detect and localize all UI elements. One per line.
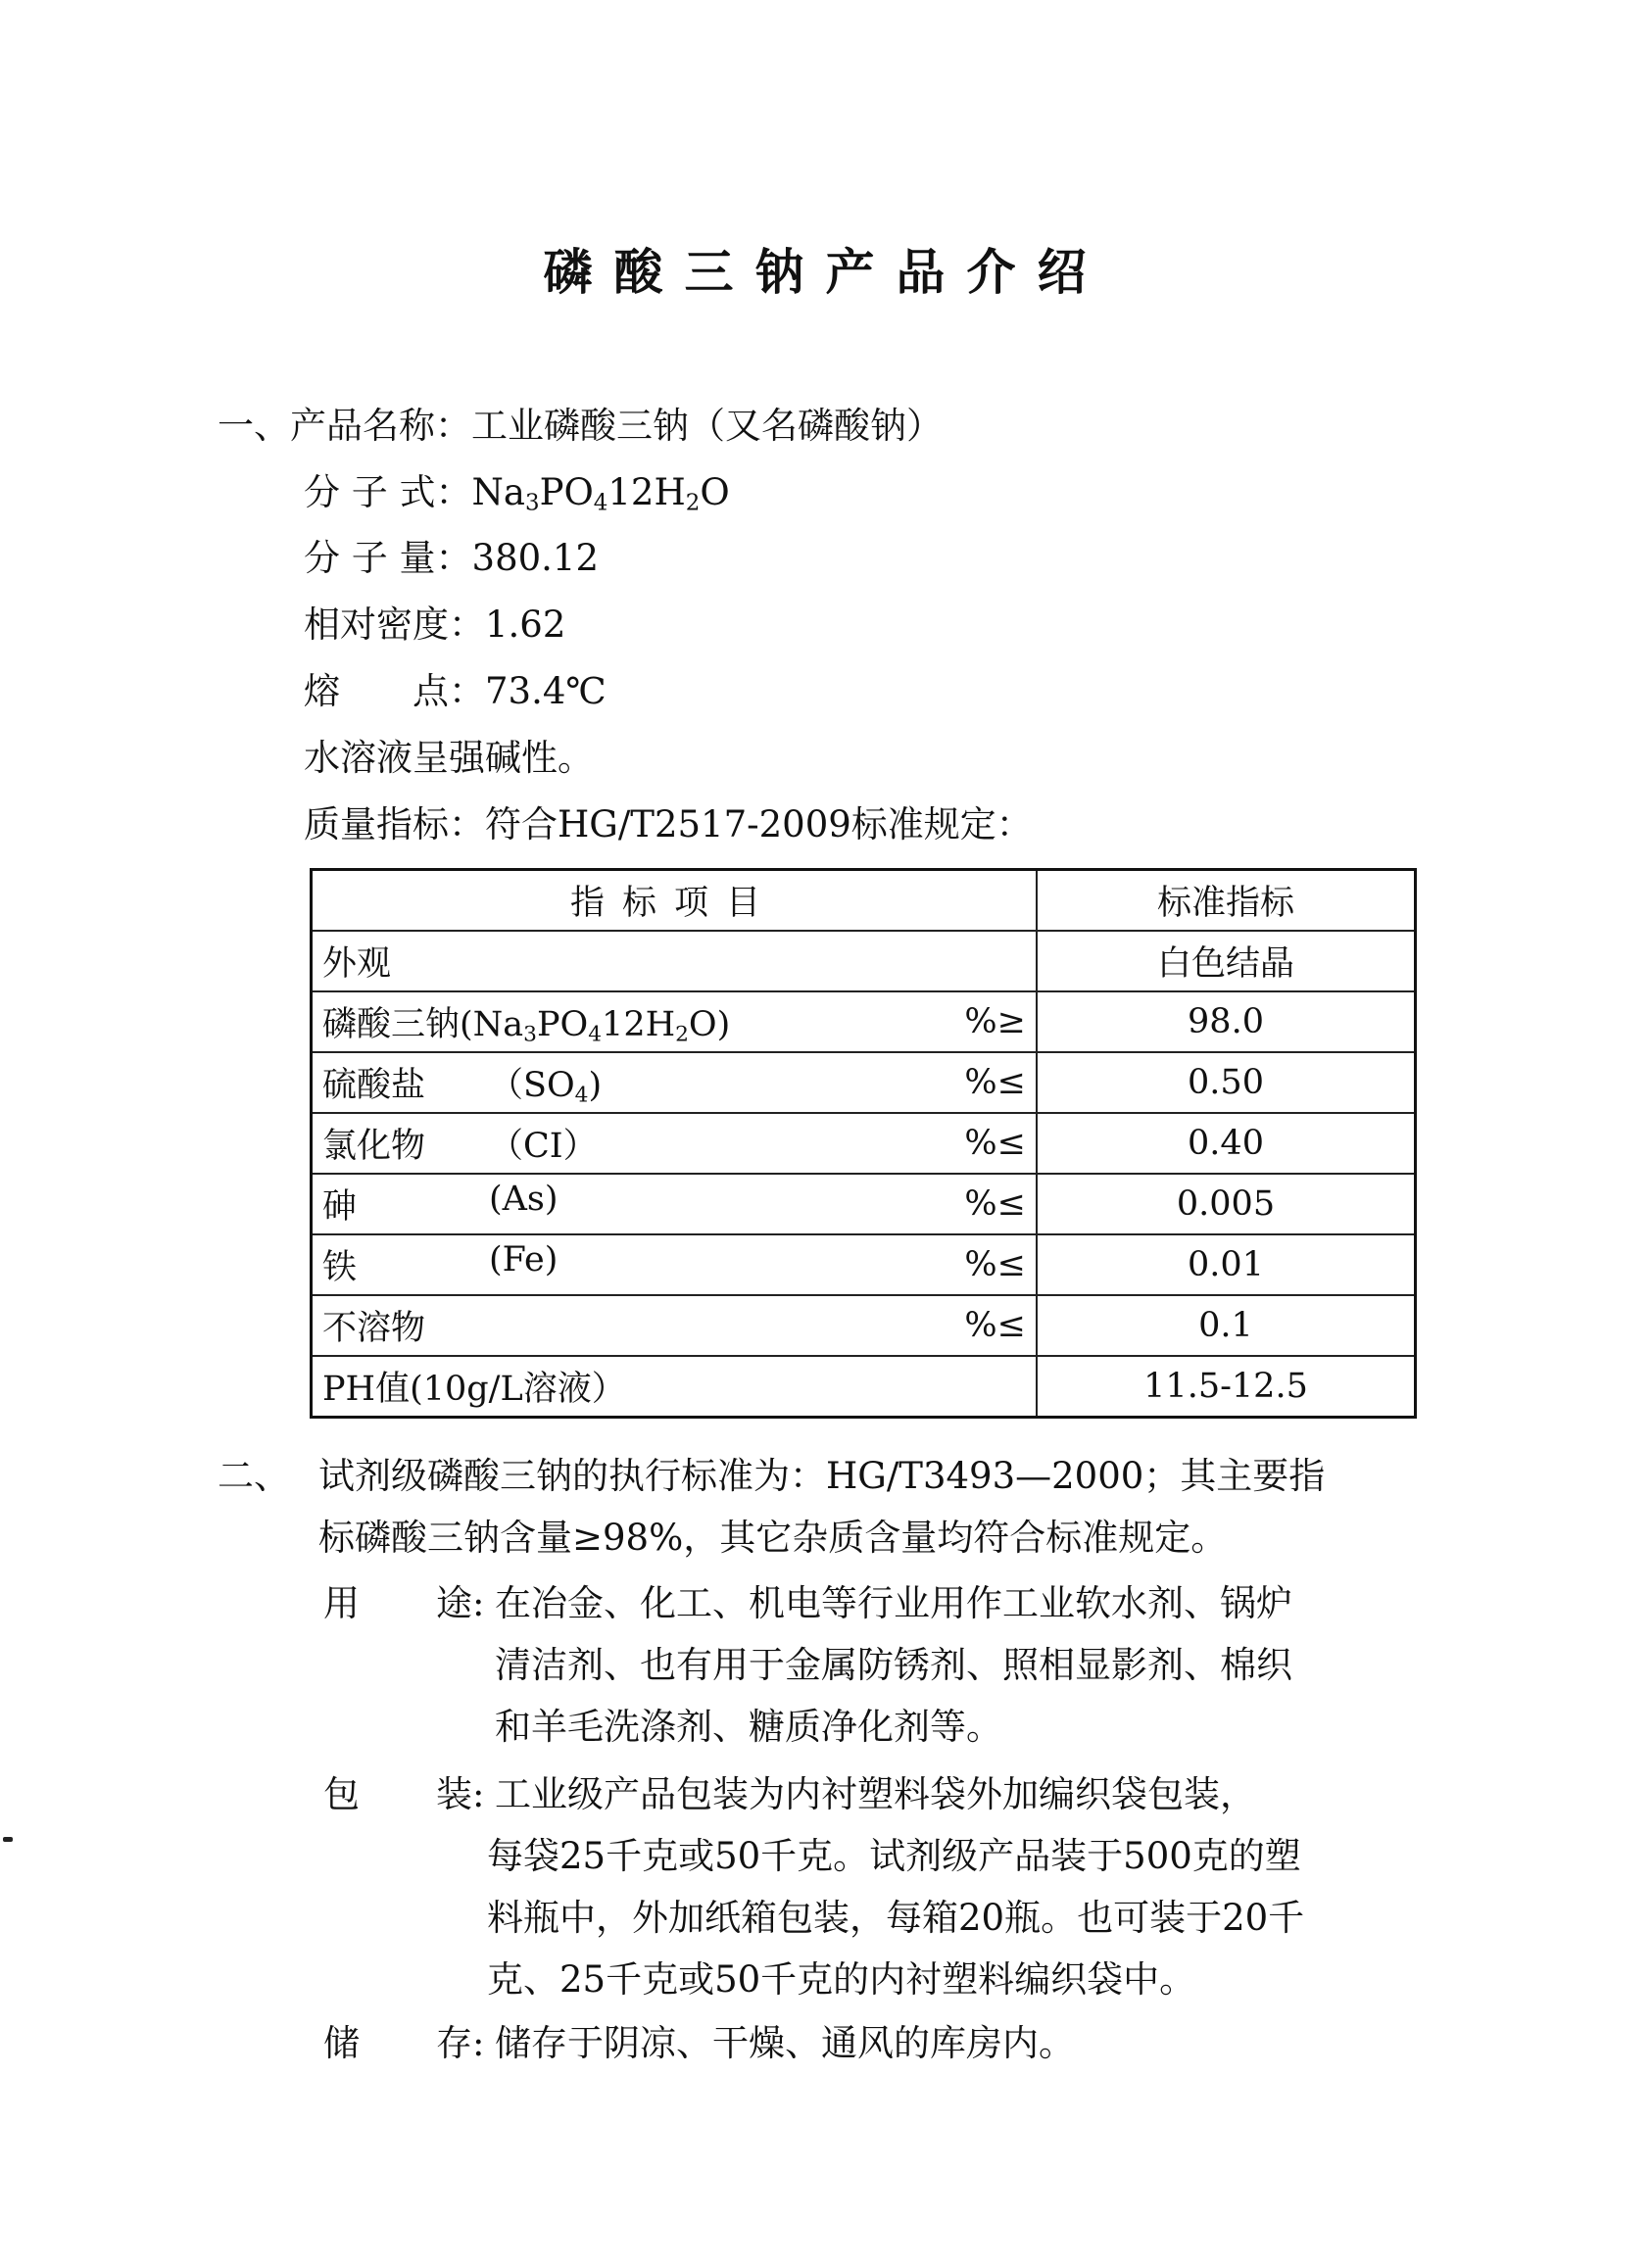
use-label-2: 途: bbox=[436, 1582, 485, 1624]
scan-speck bbox=[3, 1837, 13, 1842]
page-title: 磷酸三钠产品介绍 bbox=[543, 244, 1108, 301]
density-value: 1.62 bbox=[485, 603, 566, 646]
pack-label-2: 装: bbox=[436, 1773, 485, 1815]
header-item: 指标项目 bbox=[312, 870, 1038, 932]
mw-value: 380.12 bbox=[471, 537, 599, 579]
formula-line bbox=[304, 471, 730, 514]
section2-line-2: 标磷酸三钠含量≥98%，其它杂质含量均符合标准规定。 bbox=[318, 1517, 1228, 1559]
row-chloride-name: 氯化物 bbox=[322, 1127, 426, 1166]
product-name-label: 产品名称： bbox=[290, 405, 471, 447]
product-name-value: 工业磷酸三钠（又名磷酸钠） bbox=[471, 405, 943, 447]
row-appearance-value: 白色结晶 bbox=[1037, 931, 1416, 991]
mp-label: 熔 点： bbox=[304, 670, 485, 712]
mw-label: 分 子 量： bbox=[304, 537, 472, 579]
row-ph-value: 11.5-12.5 bbox=[1037, 1356, 1416, 1418]
density-label: 相对密度： bbox=[304, 603, 485, 646]
row-tsp-name: 磷酸三钠$(Na_3PO_412H_2O)$ bbox=[322, 1005, 731, 1047]
solution-note: 水溶液呈强碱性。 bbox=[304, 737, 594, 779]
row-chloride-op: %≤ bbox=[964, 1124, 1026, 1163]
formula-label: 分 子 式： bbox=[304, 471, 472, 513]
row-iron-name: 铁 bbox=[322, 1248, 358, 1287]
use-line-3: 和羊毛洗涤剂、糖质净化剂等。 bbox=[495, 1706, 1002, 1748]
section2-prefix: 二、 bbox=[218, 1455, 290, 1497]
store-line: 储存于阴凉、干燥、通风的库房内。 bbox=[495, 2022, 1075, 2064]
use-line-1: 在冶金、化工、机电等行业用作工业软水剂、锅炉 bbox=[495, 1582, 1292, 1624]
row-sulfate-op: %≤ bbox=[964, 1063, 1026, 1102]
table-row bbox=[312, 1052, 1416, 1113]
table-row bbox=[312, 1174, 1416, 1234]
formula-value: $Na_3PO_412H_2O$ bbox=[471, 471, 730, 516]
pack-line-4: 克、25千克或50千克的内衬塑料编织袋中。 bbox=[487, 1958, 1196, 2001]
row-iron-symbol: (Fe) bbox=[489, 1240, 558, 1279]
mp-value: 73.4℃ bbox=[485, 670, 607, 712]
melting-point-line bbox=[304, 670, 607, 713]
pack-line-3: 料瓶中，外加纸箱包装，每箱20瓶。也可装于20千 bbox=[487, 1897, 1305, 1939]
row-insoluble-value: 0.1 bbox=[1037, 1295, 1416, 1356]
table-header-row bbox=[312, 870, 1416, 932]
row-insoluble-op: %≤ bbox=[964, 1306, 1026, 1345]
row-arsenic-op: %≤ bbox=[964, 1184, 1026, 1224]
quality-label: 质量指标： bbox=[304, 803, 485, 845]
row-tsp-op: %≥ bbox=[964, 1002, 1026, 1041]
table-row bbox=[312, 931, 1416, 991]
row-arsenic-symbol: (As) bbox=[489, 1180, 558, 1219]
row-appearance-name: 外观 bbox=[312, 931, 1038, 991]
density-line bbox=[304, 603, 565, 647]
pack-label-1: 包 bbox=[323, 1773, 360, 1815]
row-arsenic-name: 砷 bbox=[322, 1187, 358, 1227]
row-insoluble-name: 不溶物 bbox=[322, 1309, 426, 1348]
spec-table bbox=[310, 868, 1417, 1419]
use-line-2: 清洁剂、也有用于金属防锈剂、照相显影剂、棉织 bbox=[495, 1644, 1292, 1686]
row-sulfate-symbol: $(SO_4)$ bbox=[489, 1066, 603, 1108]
table-row bbox=[312, 1356, 1416, 1418]
row-sulfate-name: 硫酸盐 bbox=[322, 1066, 426, 1105]
use-label-1: 用 bbox=[323, 1582, 360, 1624]
store-label-2: 存: bbox=[436, 2022, 485, 2064]
row-arsenic-value: 0.005 bbox=[1037, 1174, 1416, 1234]
row-tsp-value: 98.0 bbox=[1037, 991, 1416, 1052]
pack-line-2: 每袋25千克或50千克。试剂级产品装于500克的塑 bbox=[487, 1835, 1301, 1877]
table-row bbox=[312, 1295, 1416, 1356]
pack-line-1: 工业级产品包装为内衬塑料袋外加编织袋包装， bbox=[495, 1773, 1256, 1815]
store-label-1: 储 bbox=[323, 2022, 360, 2064]
section1-prefix: 一、 bbox=[218, 405, 290, 447]
quality-value: 符合HG/T2517-2009标准规定： bbox=[485, 803, 1033, 845]
row-iron-op: %≤ bbox=[964, 1245, 1026, 1284]
row-sulfate-value: 0.50 bbox=[1037, 1052, 1416, 1113]
table-row bbox=[312, 1113, 1416, 1174]
row-chloride-value: 0.40 bbox=[1037, 1113, 1416, 1174]
header-standard: 标准指标 bbox=[1037, 870, 1416, 932]
product-name-line bbox=[218, 405, 943, 448]
molecular-weight-line bbox=[304, 537, 599, 580]
quality-line bbox=[304, 803, 1033, 846]
row-chloride-symbol: （CI） bbox=[489, 1127, 598, 1166]
row-ph-name: PH值(10g/L溶液） bbox=[312, 1356, 1038, 1418]
row-iron-value: 0.01 bbox=[1037, 1234, 1416, 1295]
table-row bbox=[312, 991, 1416, 1052]
section2-line-1: 试剂级磷酸三钠的执行标准为：HG/T3493—2000；其主要指 bbox=[318, 1455, 1326, 1497]
table-row bbox=[312, 1234, 1416, 1295]
